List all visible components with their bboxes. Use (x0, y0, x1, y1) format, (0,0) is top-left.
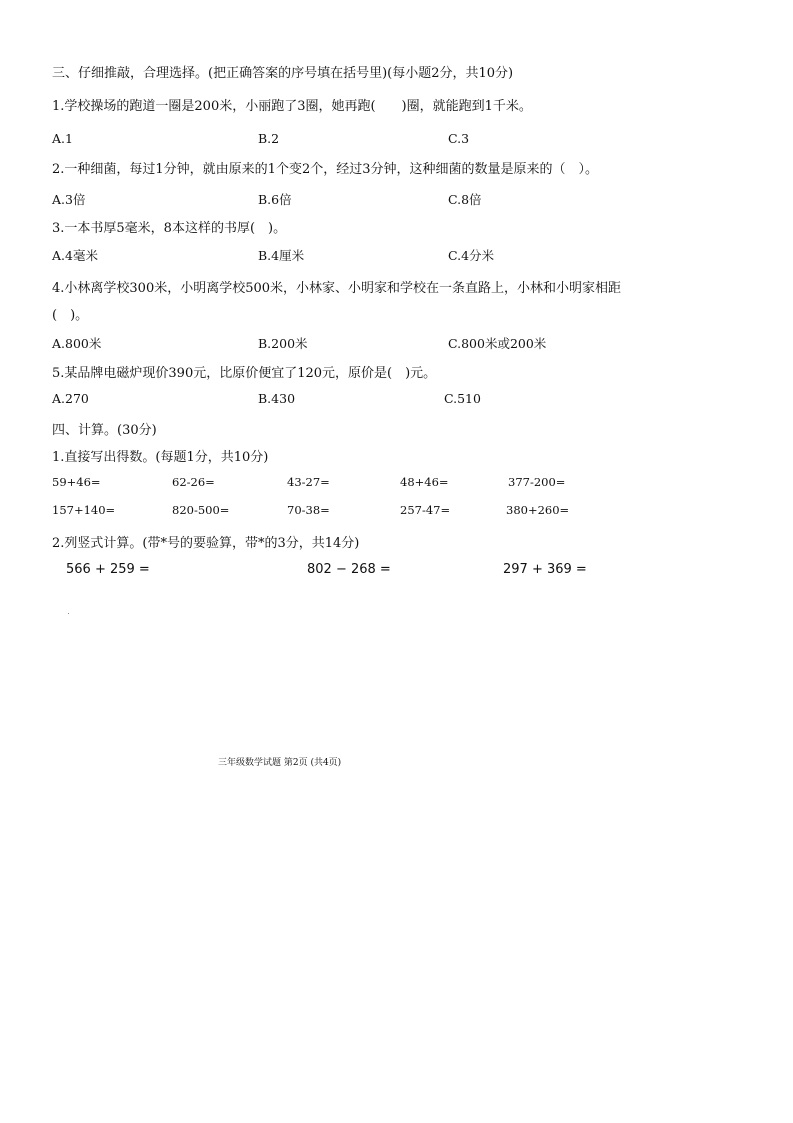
calc-item: 257-47= (400, 503, 451, 517)
question-3-option-c: C.4分米 (448, 248, 495, 263)
question-1-text: 1.学校操场的跑道一圈是200米，小丽跑了3圈，她再跑( )圈，就能跑到1千米。 (52, 99, 532, 114)
question-1-option-c: C.3 (448, 131, 470, 146)
page-footer: 三年级数学试题 第2页 (共4页) (218, 758, 342, 768)
calc-item: 70-38= (287, 503, 330, 517)
calc-item: 59+46= (52, 475, 101, 489)
calc-item: 820-500= (172, 503, 230, 517)
question-2-option-c: C.8倍 (448, 192, 482, 207)
calc-item: 157+140= (52, 503, 116, 517)
vertical-calc-problem: 802 − 268 = (307, 562, 391, 577)
vertical-calc-problem: 297 + 369 = (503, 562, 587, 577)
question-4-option-a: A.800米 (52, 336, 102, 351)
question-1-option-a: A.1 (52, 131, 73, 146)
vertical-calc-problem: 566 + 259 = (66, 562, 150, 577)
calc-item: 377-200= (508, 475, 566, 489)
question-4-text: 4.小林离学校300米，小明离学校500米，小林家、小明家和学校在一条直路上，小林和小明家相距 (52, 281, 622, 296)
question-5-option-c: C.510 (444, 391, 481, 406)
part-1-title: 1.直接写出得数。(每题1分，共10分) (52, 450, 269, 465)
section-4-heading: 四、计算。(30分) (52, 423, 157, 438)
question-3-text: 3.一本书厚5毫米，8本这样的书厚( )。 (52, 221, 287, 236)
calc-item: 48+46= (400, 475, 449, 489)
calc-item: 380+260= (506, 503, 570, 517)
calc-item: 43-27= (287, 475, 330, 489)
part-2-title: 2.列竖式计算。(带*号的要验算，带*的3分，共14分) (52, 536, 360, 551)
question-3-option-a: A.4毫米 (52, 248, 98, 263)
question-5-option-a: A.270 (52, 391, 89, 406)
stray-mark (68, 613, 69, 614)
question-4-option-c: C.800米或200米 (448, 336, 547, 351)
section-3-heading: 三、仔细推敲，合理选择。(把正确答案的序号填在括号里)(每小题2分，共10分) (52, 66, 514, 81)
question-1-option-b: B.2 (258, 131, 280, 146)
calc-item: 62-26= (172, 475, 215, 489)
question-2-option-a: A.3倍 (52, 192, 86, 207)
question-4-option-b: B.200米 (258, 336, 308, 351)
question-2-option-b: B.6倍 (258, 192, 292, 207)
question-5-option-b: B.430 (258, 391, 296, 406)
question-3-option-b: B.4厘米 (258, 248, 305, 263)
question-5-text: 5.某品牌电磁炉现价390元，比原价便宜了120元，原价是( )元。 (52, 366, 437, 381)
question-4-text-continued: ( )。 (52, 308, 89, 323)
question-2-text: 2.一种细菌，每过1分钟，就由原来的1个变2个，经过3分钟，这种细菌的数量是原来的（ ）。 (52, 162, 598, 177)
